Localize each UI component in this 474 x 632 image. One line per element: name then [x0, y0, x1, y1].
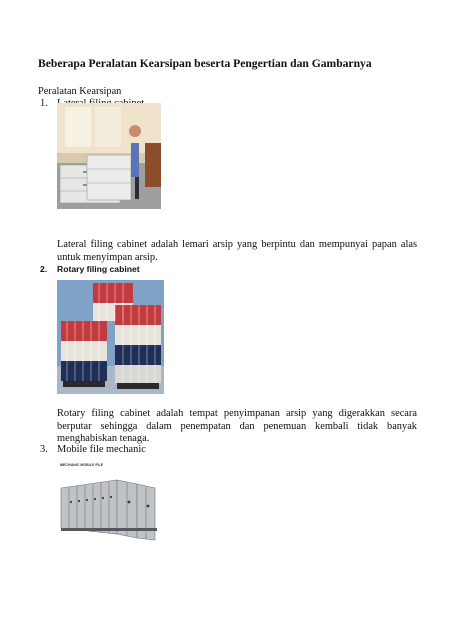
item-2-description: Rotary filing cabinet adalah tempat penyimpanan arsip yang digerakkan secara berputar sehingga dalam penempatan dan penemuan kembali tidak banyak menghabiskan tenaga.	[57, 408, 417, 444]
item-3-name: Mobile file mechanic	[57, 444, 146, 455]
item-1-description: Lateral filing cabinet adalah lemari arsip yang berpintu dan mempunyai papan alas untuk menyimpan arsip.	[57, 239, 417, 263]
mobile-file-image-caption: MECHANIC MOBILE FILE	[60, 463, 104, 467]
item-3-number: 3.	[40, 444, 48, 455]
section-heading: Peralatan Kearsipan	[38, 86, 122, 97]
rotary-filing-cabinet-photo	[57, 280, 164, 394]
lateral-filing-cabinet-photo	[57, 103, 161, 209]
mobile-file-mechanic-photo	[57, 462, 171, 542]
item-2-name: Rotary filing cabinet	[57, 264, 140, 274]
item-1-number: 1.	[40, 98, 48, 109]
item-2-number: 2.	[40, 264, 48, 274]
document-title: Beberapa Peralatan Kearsipan beserta Pengertian dan Gambarnya	[38, 57, 372, 70]
